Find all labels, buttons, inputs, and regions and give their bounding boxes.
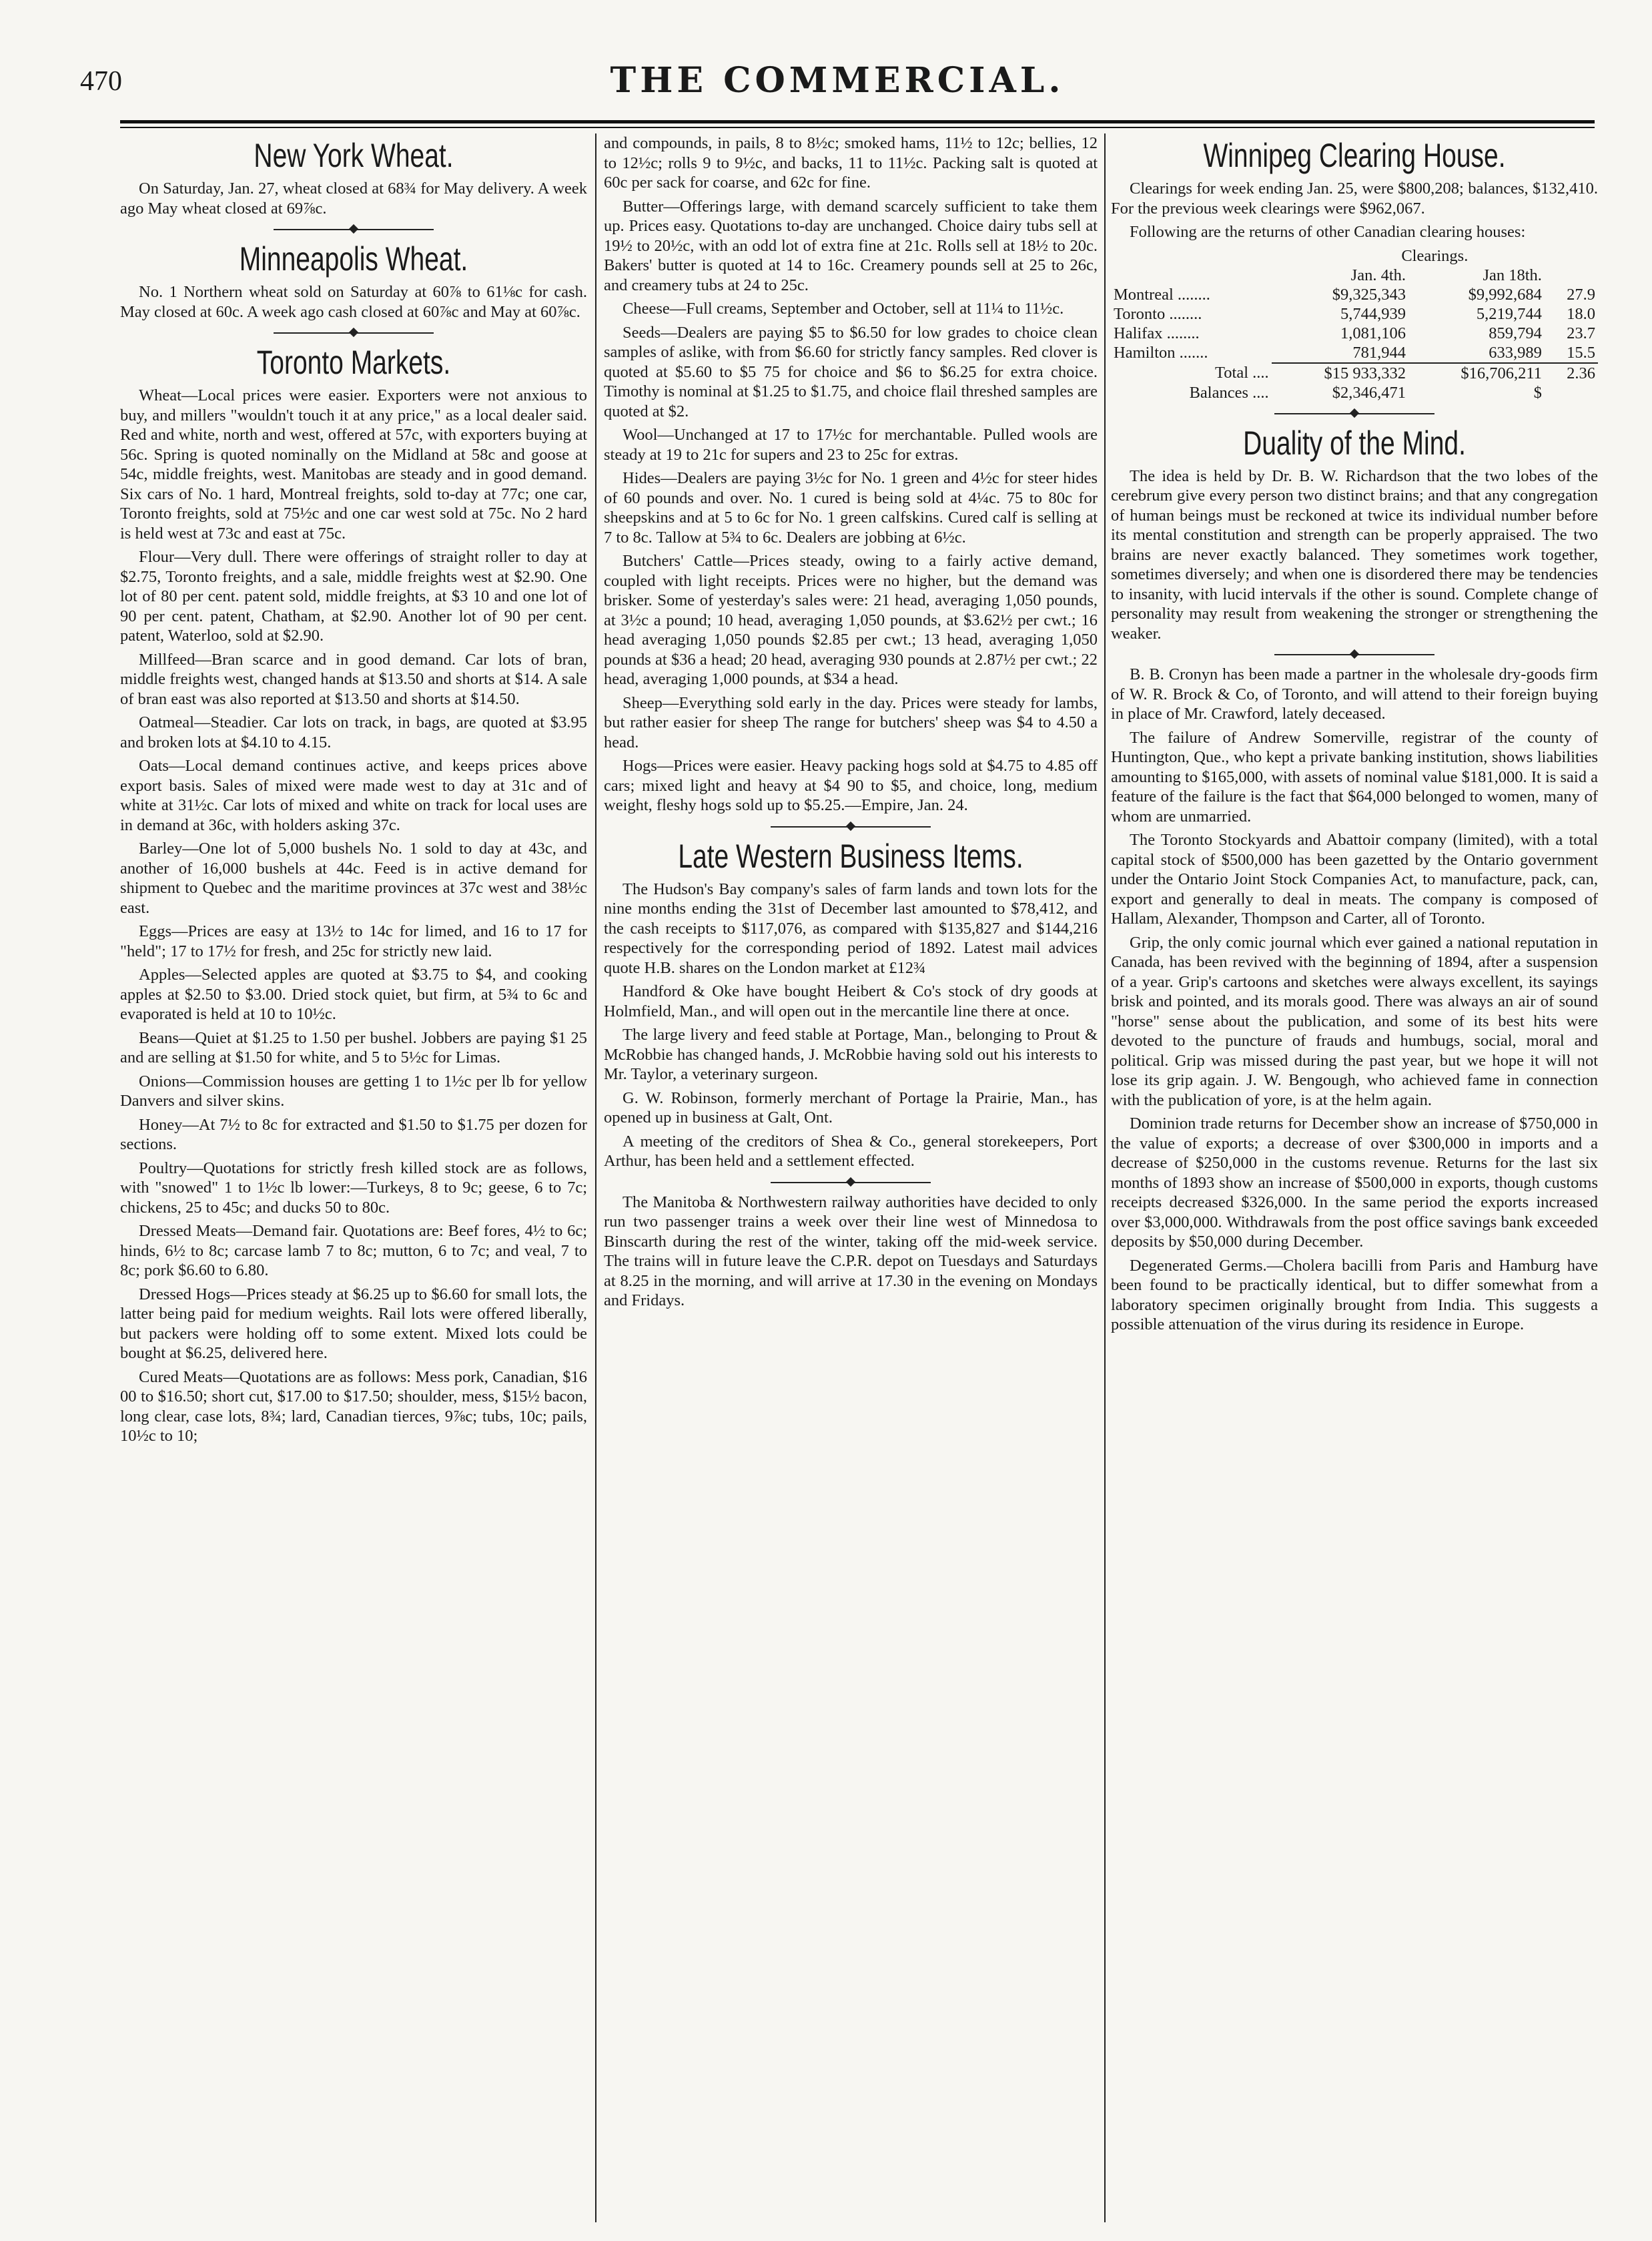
- separator: [1274, 413, 1434, 414]
- table-cell: Total ....: [1215, 364, 1269, 382]
- table-cell: 5,744,939: [1340, 304, 1406, 323]
- paragraph: G. W. Robinson, formerly merchant of Portage la Prairie, Man., has opened up in business at Galt, Ont.: [604, 1088, 1098, 1127]
- separator: [1274, 654, 1434, 655]
- table-cell: 1,081,106: [1340, 324, 1406, 342]
- paragraph: Sheep—Everything sold early in the day. Prices were steady for lambs, but rather easier for sheep The range for butchers' sheep was $4 to 4.50 a head.: [604, 693, 1098, 751]
- heading-duality-of-the-mind: Duality of the Mind.: [1243, 424, 1466, 462]
- paragraph: Cheese—Full creams, September and October, sell at 11¼ to 11½c.: [623, 300, 1064, 318]
- table-row: [1111, 343, 1598, 363]
- paragraph: Honey—At 7½ to 8c for extracted and $1.50 to $1.75 per dozen for sections.: [120, 1115, 587, 1153]
- paragraph: The idea is held by Dr. B. W. Richardson that the two lobes of the cerebrum give every person two distinct brains; and that any congregation of human beings must be reckoned at twice its individual number before its mental constitution and strength can be properly appraised. The two brains are never exactly balanced. They sometimes work together, sometimes diversely; and when one is disordered there may be tendencies to insanity, with lucid intervals if the other is sound. Complete change of personality may result from weakening the stronger or strengthening the weaker.: [1111, 466, 1598, 643]
- table-cell: Montreal ........: [1114, 285, 1210, 304]
- paragraph: Degenerated Germs.—Cholera bacilli from Paris and Hamburg have been found to be practically identical, but to differ somewhat from a laboratory specimen originally brought from India. This suggests a possible attenuation of the virus during its residence in Europe.: [1111, 1256, 1598, 1333]
- heading-new-york-wheat: New York Wheat.: [254, 137, 454, 174]
- paragraph: A meeting of the creditors of Shea & Co., general storekeepers, Port Arthur, has been held and a settlement effected.: [604, 1132, 1098, 1170]
- heading-minneapolis-wheat: Minneapolis Wheat.: [239, 240, 468, 278]
- table-cell: 27.9: [1567, 285, 1595, 304]
- paragraph: B. B. Cronyn has been made a partner in the wholesale dry-goods firm of W. R. Brock & Co, of Toronto, and will attend to their foreign buying in place of Mr. Crawford, lately deceased.: [1111, 665, 1598, 723]
- table-cell: 5,219,744: [1476, 304, 1542, 323]
- table-cell: $15 933,332: [1272, 363, 1408, 383]
- page-header: [80, 60, 1595, 100]
- paragraph: Dominion trade returns for December show an increase of $750,000 in the value of exports; a decrease of over $300,000 in imports and a decrease of $250,000 in the customs revenue. Returns for the last six months of 1893 show an increase of $500,000 in exports, though customs receipts decreased $326,000. In the same period the exports increased over $3,000,000. Withdrawals from the post office savings bank exceeded deposits by $50,000 during December.: [1111, 1114, 1598, 1251]
- paragraph: Onions—Commission houses are getting 1 to 1½c per lb for yellow Danvers and silver skins.: [120, 1072, 587, 1110]
- paragraph: Eggs—Prices are easy at 13½ to 14c for limed, and 16 to 17 for "held"; 17 to 17½ for fresh, and 25c for strictly new laid.: [120, 922, 587, 960]
- table-cell: Toronto ........: [1114, 304, 1202, 323]
- column-divider: [1104, 133, 1106, 2222]
- paragraph: The failure of Andrew Somerville, registrar of the county of Huntington, Que., who kept a private banking institution, shows liabilities amounting to $165,000, with assets of nominal value $181,000. It is said a feature of the failure is the fact that $64,000 belonged to women, many of whom are unmarried.: [1111, 728, 1598, 826]
- paragraph: Wool—Unchanged at 17 to 17½c for merchantable. Pulled wools are steady at 19 to 21c for supers and 23 to 25c for extras.: [604, 426, 1098, 464]
- separator: [274, 229, 434, 230]
- paragraph: Dressed Hogs—Prices steady at $6.25 up to $6.60 for small lots, the latter being paid for medium weights. Rail lots were offered liberally, but packers were holding off to some extent. Mixed lots could be bought at $6.25, delivered here.: [120, 1285, 587, 1362]
- paragraph: Clearings for week ending Jan. 25, were $800,208; balances, $132,410. For the previous week clearings were $962,067.: [1111, 180, 1598, 218]
- paragraph: Handford & Oke have bought Heibert & Co's stock of dry goods at Holmfield, Man., and will open out in the mercantile line there at once.: [604, 982, 1098, 1020]
- table-cell: Hamilton .......: [1114, 344, 1208, 362]
- paragraph: and compounds, in pails, 8 to 8½c; smoked hams, 11½ to 12c; bellies, 12 to 12½c; rolls 9 to 9½c, and backs, 11 to 11½c. Packing salt is quoted at 60c per sack for coarse, and 62c for fine.: [604, 134, 1098, 192]
- table-cell: 781,944: [1352, 343, 1406, 362]
- paragraph: Oatmeal—Steadier. Car lots on track, in bags, are quoted at $3.95 and broken lots at $4.10 to 4.15.: [120, 713, 587, 751]
- paragraph: The large livery and feed stable at Portage, Man., belonging to Prout & McRobbie has changed hands, J. McRobbie having sold out his interests to Mr. Taylor, a veterinary surgeon.: [604, 1026, 1098, 1083]
- paragraph: On Saturday, Jan. 27, wheat closed at 68¾ for May delivery. A week ago May wheat closed at 69⅞c.: [120, 180, 587, 218]
- column-header: Jan. 4th.: [1350, 266, 1406, 284]
- paragraph: The Manitoba & Northwestern railway authorities have decided to only run two passenger trains a week over their line west of Minnedosa to Binscarth during the rest of the winter, taking off the mid-week service. The trains will in future leave the C.P.R. depot on Tuesdays and Saturdays at 8.25 in the morning, and will arrive at 17.30 in the evening on Mondays and Fridays.: [604, 1193, 1098, 1309]
- table-cell: 23.7: [1567, 324, 1595, 342]
- column-divider: [595, 133, 596, 2222]
- paragraph: Grip, the only comic journal which ever gained a national reputation in Canada, has been revived with the beginning of 1894, after a suspension of a year. Grip's cartoons and sketches were always excellent, its sayings brisk and pointed, and its morals good. There was always an air of sound "horse" sense about the publication, and some of its best hits were devoted to the puncture of frauds and humbugs, social, moral and political. Grip was missed during the past year, but we hope it will not lose its grip again. J. W. Bengough, who achieved fame in connection with the publication of yore, is at the helm again.: [1111, 933, 1598, 1109]
- table-cell: Balances ....: [1189, 383, 1269, 402]
- header-rule: [120, 120, 1595, 123]
- masthead-title: THE COMMERCIAL.: [610, 60, 1065, 101]
- paragraph: Barley—One lot of 5,000 bushels No. 1 sold to day at 43c, and another of 16,000 bushels at 44c. Feed is in active demand for shipment to Quebec and the maritime provinces at 37c west and 38½c east.: [120, 840, 587, 917]
- paragraph: Butchers' Cattle—Prices steady, owing to a fairly active demand, coupled with light receipts. Prices were no higher, but the demand was brisker. Some of yesterday's sales were: 21 head, averaging 1,050 pounds, at 3½c a pound; 10 head, averaging 1,050 pounds, at $3.62½ per cwt.; 16 head averaging 1,050 pounds $2.85 per cwt.; 13 head, averaging 1,050 pounds at $36 a head; 20 head, averaging 930 pounds at 2.87½ per cwt.; 22 head, averaging 1,000 pounds, at $34 a head.: [604, 552, 1098, 688]
- header-rule-thin: [120, 127, 1595, 128]
- paragraph: Millfeed—Bran scarce and in good demand. Car lots of bran, middle freights west, changed hands at $13.50 and shorts at $14. A sale of bran east was also reported at $13.50 and shorts at $14.50.: [120, 650, 587, 708]
- heading-late-western-business-items: Late Western Business Items.: [678, 837, 1023, 875]
- paragraph: Dressed Meats—Demand fair. Quotations are: Beef fores, 4½ to 6c; hinds, 6½ to 8c; carcase lamb 7 to 8c; mutton, 6 to 7c; and veal, 7 to 8c; pork $6.60 to 6.80.: [120, 1222, 587, 1279]
- paragraph: Apples—Selected apples are quoted at $3.75 to $4, and cooking apples at $2.50 to $3.00. Dried stock quiet, but firm, at 5¾ to 6c and evaporated is held at 10 to 10½c.: [120, 966, 587, 1023]
- table-row: [1111, 304, 1598, 324]
- table-cell: 859,794: [1489, 324, 1542, 342]
- table-cell: $16,706,211: [1408, 363, 1545, 383]
- paragraph: Butter—Offerings large, with demand scarcely sufficient to take them up. Prices easy. Quotations to-day are unchanged. Choice dairy tubs sell at 19½ to 20½c, with an odd lot of extra fine at 21c. Rolls sell at 18½ to 20c. Bakers' butter is quoted at 14 to 16c. Creamery pounds sell at 25 to 26c, and creamery tubs at 24 to 25c.: [604, 197, 1098, 294]
- table-cell: Halifax ........: [1114, 324, 1200, 342]
- separator: [274, 332, 434, 334]
- paragraph: The Toronto Stockyards and Abattoir company (limited), with a total capital stock of $500,000 has been gazetted by the Ontario government under the Ontario Joint Stock Companies Act, to manufacture, pack, can, export and generally to deal in meats. The company is composed of Hallam, Alexander, Thompson and Carter, all of Toronto.: [1111, 831, 1598, 928]
- paragraph: Hides—Dealers are paying 3½c for No. 1 green and 4½c for steer hides of 60 pounds and over. No. 1 cured is being sold at 4¼c. 75 to 80c for sheepskins and at 5 to 6c for No. 1 green calfskins. Cured calf is selling at 7 to 8c. Tallow at 5¾ to 6c. Dealers are jobbing at 6½c.: [604, 469, 1098, 547]
- table-cell: 18.0: [1567, 304, 1595, 323]
- table-cell: $: [1533, 383, 1542, 402]
- paragraph: Following are the returns of other Canadian clearing houses:: [1130, 223, 1526, 241]
- paragraph: Beans—Quiet at $1.25 to 1.50 per bushel. Jobbers are paying $1 25 and are selling at $1.50 for white, and 5 to 5½c for Limas.: [120, 1028, 587, 1066]
- heading-winnipeg-clearing-house: Winnipeg Clearing House.: [1203, 137, 1506, 174]
- paragraph: Wheat—Local prices were easier. Exporters were not anxious to buy, and millers "wouldn't touch it at any price," as a local dealer said. Red and white, north and west, offered at 57c, with exporters buying at 56c. Spring is quoted nominally on the Midland at 58c and goose at 54c, middle freights, west. Manitobas are steady and in good demand. Six cars of No. 1 hard, Montreal freights, sold to-day at 77c; one car, Toronto freights, sold at 75½c and one car west sold at 75c. No 2 hard is held west at 73c and east at 75c.: [120, 386, 587, 543]
- column-right: [1111, 133, 1598, 2222]
- column-left: [120, 133, 587, 2222]
- separator: [771, 826, 931, 828]
- paragraph: Seeds—Dealers are paying $5 to $6.50 for low grades to choice clean samples of aslike, with from $6.60 for strictly fancy samples. Red clover is quoted at $5.60 to $5 75 for choice and $6 to $6.25 for extra choice. Timothy is nominal at $1.25 to $1.75, and choice flail threshed samples are quoted at $2.: [604, 323, 1098, 420]
- table-cell: $2,346,471: [1332, 383, 1406, 402]
- paragraph: Cured Meats—Quotations are as follows: Mess pork, Canadian, $16 00 to $16.50; short cut, $17.00 to $17.50; shoulder, mess, $15½ bacon, long clear, case lots, 8¾; lard, Canadian tierces, 9⅞c; tubs, 10c; pails, 10½c to 10;: [120, 1367, 587, 1445]
- page-number: 470: [80, 66, 122, 97]
- table-cell: 633,989: [1489, 343, 1542, 362]
- table-cell: $9,992,684: [1468, 285, 1542, 304]
- column-header: Jan 18th.: [1483, 266, 1542, 284]
- table-balances-row: [1111, 383, 1598, 402]
- separator: [771, 1182, 931, 1183]
- table-cell: 2.36: [1545, 363, 1598, 383]
- table-heading: Clearings.: [1401, 246, 1469, 265]
- paragraph: Oats—Local demand continues active, and keeps prices above export basis. Sales of mixed were made west to day at 31c and of white at 31½c. Car lots of mixed and white on track for local uses are in demand at 36c, with holders asking 37c.: [120, 757, 587, 834]
- table-cell: $9,325,343: [1332, 285, 1406, 304]
- table-row: [1111, 324, 1598, 343]
- paragraph: Hogs—Prices were easier. Heavy packing hogs sold at $4.75 to 4.85 off cars; mixed light and heavy at $4 90 to $5, and choice, long, medium weight, fleshy hogs sold up to $5.25.—Empire, Jan. 24.: [604, 757, 1098, 814]
- paragraph: No. 1 Northern wheat sold on Saturday at 60⅞ to 61⅛c for cash. May closed at 60c. A week ago cash closed at 60⅞c and May at 60⅞c.: [120, 283, 587, 321]
- table-row: [1111, 285, 1598, 304]
- paragraph: Poultry—Quotations for strictly fresh killed stock are as follows, with "snowed" 1 to 1½c lb lower:—Turkeys, 8 to 9c; geese, 6 to 7c; chickens, 25 to 45c; and ducks 50 to 80c.: [120, 1159, 587, 1217]
- table-total-row: [1111, 363, 1598, 383]
- clearings-table: [1111, 246, 1598, 402]
- paragraph: Flour—Very dull. There were offerings of straight roller to day at $2.75, Toronto freights, and a sale, middle freights west at $2.90. One lot of 80 per cent. patent sold, middle freights, at $3 10 and one lot of 90 per cent. patent, Chatham, at $2.90. Another lot of 90 per cent. patent, Waterloo, sold at $2.90.: [120, 548, 587, 645]
- heading-toronto-markets: Toronto Markets.: [256, 344, 451, 381]
- paragraph: The Hudson's Bay company's sales of farm lands and town lots for the nine months ending the 31st of December last amounted to $78,412, and the cash receipts to $117,076, as compared with $135,827 and $144,216 respectively for the corresponding period of 1892. Latest mail advices quote H.B. shares on the London market at £12¾: [604, 880, 1098, 977]
- table-cell: 15.5: [1567, 343, 1595, 362]
- column-middle: [604, 133, 1098, 2222]
